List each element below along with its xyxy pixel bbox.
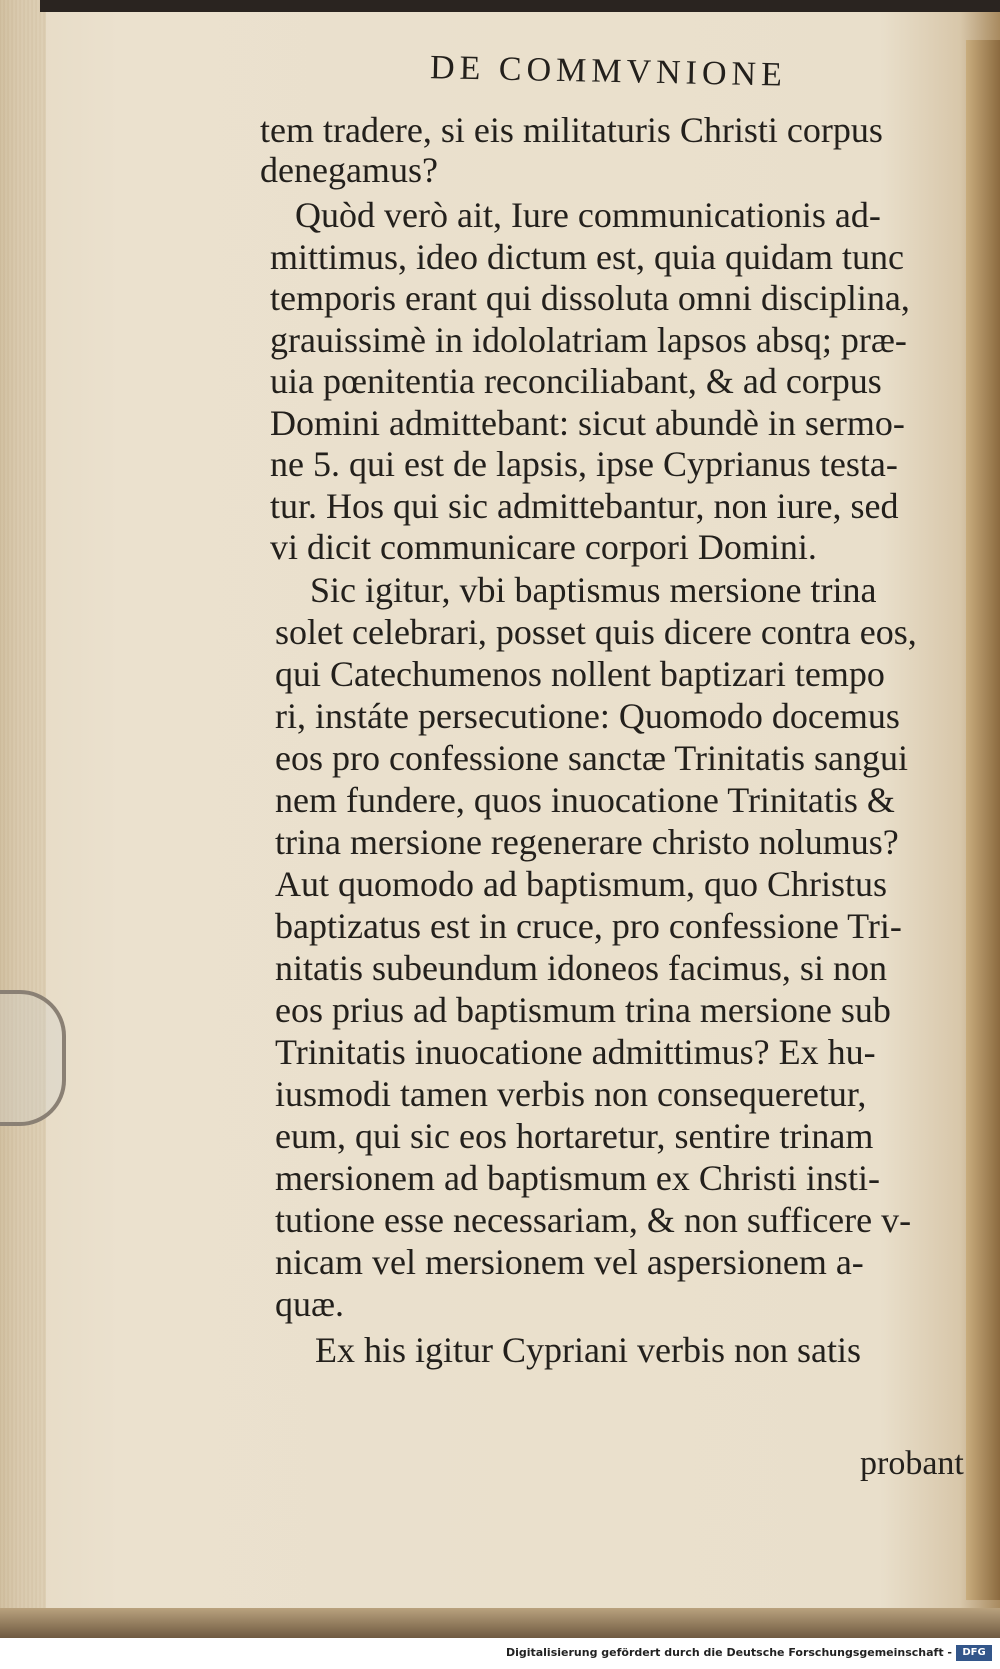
running-head: DE COMMVNIONE <box>429 49 788 94</box>
text-line: iusmodi tamen verbis non consequeretur, <box>275 1074 867 1114</box>
text-line: uia pœnitentia reconciliabant, & ad corpus <box>270 361 882 401</box>
bookmark-ribbon <box>0 990 66 1126</box>
text-line: Ex his igitur Cypriani verbis non satis <box>315 1330 861 1370</box>
text-line: denegamus? <box>260 150 438 190</box>
text-line: ne 5. qui est de lapsis, ipse Cyprianus testa- <box>270 444 898 484</box>
text-line: Sic igitur, vbi baptismus mersione trina <box>310 570 877 610</box>
text-line: eos pro confessione sanctæ Trinitatis sangui <box>275 738 908 778</box>
text-line: tem tradere, si eis militaturis Christi corpus <box>260 110 883 150</box>
top-edge <box>40 0 1000 12</box>
bottom-edge <box>0 1608 1000 1638</box>
text-line: eos prius ad baptismum trina mersione sub <box>275 990 891 1030</box>
text-line: quæ. <box>275 1284 345 1324</box>
text-line: tur. Hos qui sic admittebantur, non iure, sed <box>270 486 899 526</box>
text-line: nem fundere, quos inuocatione Trinitatis & <box>275 780 895 820</box>
text-line: solet celebrari, posset quis dicere contra eos, <box>275 612 917 652</box>
funding-credit: Digitalisierung gefördert durch die Deutsche Forschungsgemeinschaft - <box>505 1646 952 1659</box>
text-line: Trinitatis inuocatione admittimus? Ex hu- <box>275 1032 876 1072</box>
binding-edge <box>966 40 1000 1600</box>
text-line: vi dicit communicare corpori Domini. <box>270 527 817 567</box>
text-line: nitatis subeundum idoneos facimus, si non <box>275 948 887 988</box>
catchword: probant <box>860 1445 964 1482</box>
text-line: grauissimè in idololatriam lapsos absq; præ- <box>270 320 907 360</box>
text-line: mittimus, ideo dictum est, quia quidam tunc <box>270 237 904 277</box>
text-line: temporis erant qui dissoluta omni disciplina, <box>270 278 910 318</box>
text-line: baptizatus est in cruce, pro confessione Tri- <box>275 906 902 946</box>
text-line: qui Catechumenos nollent baptizari tempo <box>275 654 885 694</box>
text-line: ri, instáte persecutione: Quomodo docemus <box>275 696 900 736</box>
text-line: Domini admittebant: sicut abundè in sermo- <box>270 403 905 443</box>
text-line: Aut quomodo ad baptismum, quo Christus <box>275 864 887 904</box>
text-line: tutione esse necessariam, & non sufficere v- <box>275 1200 912 1240</box>
page-fore-edge <box>0 0 46 1669</box>
text-line: trina mersione regenerare christo nolumus? <box>275 822 899 862</box>
text-line: mersionem ad baptismum ex Christi insti- <box>275 1158 880 1198</box>
printed-page <box>260 49 970 1500</box>
text-line: Quòd verò ait, Iure communicationis ad- <box>295 195 881 235</box>
dfg-logo: DFG <box>956 1645 992 1661</box>
digitization-footer <box>0 1638 1000 1669</box>
text-line: eum, qui sic eos hortaretur, sentire trinam <box>275 1116 874 1156</box>
text-line: nicam vel mersionem vel aspersionem a- <box>275 1242 864 1282</box>
